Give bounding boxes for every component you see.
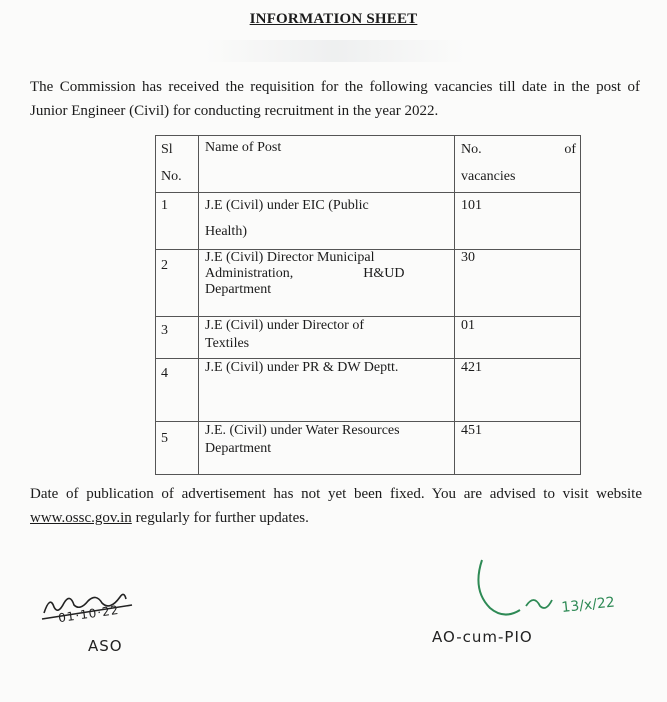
aso-date: 01·10·22: [57, 602, 121, 626]
row-post-name: J.E (Civil) under Director of Textiles: [199, 317, 455, 359]
aso-signature-block: [40, 585, 150, 665]
website-link[interactable]: www.ossc.gov.in: [30, 510, 132, 526]
row-post-name: J.E. (Civil) under Water Resources Department: [199, 422, 455, 475]
table-header-row: [156, 136, 581, 193]
row-post-name: J.E (Civil) under PR & DW Deptt.: [199, 359, 455, 422]
row-post-name: J.E (Civil) under EIC (Public Health): [199, 193, 455, 250]
row-post-name: J.E (Civil) Director Municipal Administration, H&UD Department: [199, 250, 455, 317]
row-vacancies: 451: [455, 422, 581, 475]
document-title: INFORMATION SHEET: [249, 11, 418, 27]
table-row: [156, 193, 581, 250]
table-row: [156, 359, 581, 422]
vacancy-table: [155, 135, 581, 475]
row-sl: 5: [156, 422, 199, 475]
ao-signature-block: [430, 550, 630, 660]
vacancies-header: No. of vacancies: [461, 142, 576, 184]
row-sl: 3: [156, 317, 199, 359]
row-vacancies: 101: [455, 193, 581, 250]
aso-role: ASO: [88, 637, 123, 655]
footer-paragraph: Date of publication of advertisement has not yet been fixed. You are advised to visit website www.ossc.gov.in regularly for further updates.: [30, 486, 642, 526]
row-sl: 2: [156, 250, 199, 317]
faint-watermark: [205, 40, 465, 62]
name-header: Name of Post: [205, 140, 282, 155]
row-vacancies: 421: [455, 359, 581, 422]
intro-paragraph: The Commission has received the requisition for the following vacancies till date in the post of Junior Engineer (Civil) for conducting recruitment in the year 2022.: [30, 79, 640, 119]
table-row: [156, 422, 581, 475]
table-row: [156, 250, 581, 317]
row-sl: 1: [156, 193, 199, 250]
ao-role: AO-cum-PIO: [432, 628, 533, 646]
row-sl: 4: [156, 359, 199, 422]
row-vacancies: 01: [455, 317, 581, 359]
sl-header: Sl No.: [161, 142, 182, 184]
table-row: [156, 317, 581, 359]
row-vacancies: 30: [455, 250, 581, 317]
ao-date: 13/x/22: [560, 594, 616, 616]
